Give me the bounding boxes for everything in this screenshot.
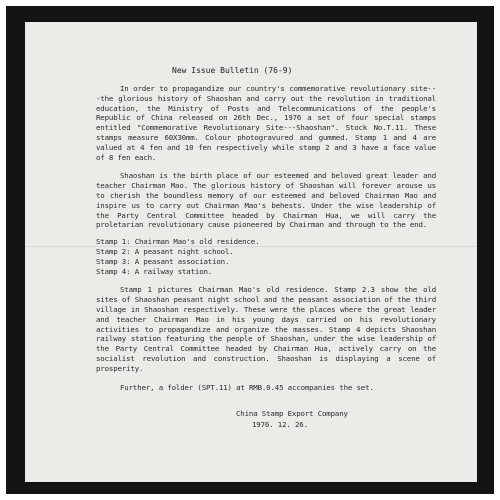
- signature-date: 1976. 12. 26.: [252, 420, 308, 429]
- signature-company: China Stamp Export Company: [236, 409, 348, 418]
- paragraph-folder: Further, a folder (SPT.11) at RMB.0.45 accompanies the set.: [120, 382, 374, 392]
- paragraph-shaoshan: Shaoshan is the birth place of our esteemed and beloved great leader and teacher Chairman Mao. The glorious history of Shaoshan will forever arouse us to cherish the boundless memory of our esteemed and beloved Chairman Mao and inspire us to carry out Chairman Mao's behests. Under the wise leadership of the Party Central Committee headed by Chairman Hua, we will carry the proletarian revolutionary cause pioneered by Chairman and through to the end.: [96, 171, 436, 230]
- stamp-list-item: Stamp 1: Chairman Mao's old residence.: [96, 237, 260, 247]
- stamp-list-item: Stamp 2: A peasant night school.: [96, 246, 234, 256]
- stamp-list: [96, 237, 436, 276]
- paragraph-stamp-descriptions: Stamp 1 pictures Chairman Mao's old residence. Stamp 2.3 show the old sites of Shaoshan peasant night school and the peasant association of the third village in Shaoshan respectively. These were the places where the great leader and teacher Chairman Mao in his young days carried on his revolutionary activities to propagandize and organize the masses. Stamp 4 depicts Shaoshan railway station featuring the people of Shaoshan, under the wise leadership of the Party Central Committee headed by Chairman Hua, actively carry on the socialist revolution and construction. Shaoshan is displaying a scene of prosperity.: [96, 285, 436, 373]
- paragraph-intro: In order to propagandize our country's commemorative revolutionary site---the glorious history of Shaoshan and carry out the revolution in traditional education, the Ministry of Posts and Telecommunications of the people's Republic of China released on 26th Dec., 1976 a set of four special stamps entitled "Commemorative Revolutionary Site---Shaoshan". Stock No.T.11. These stamps measure 60X30mm. Colour photogravured and gummed. Stamp 1 and 4 are valued at 4 fen and 10 fen respectively while stamp 2 and 3 have a face value of 8 fen each.: [96, 84, 436, 162]
- document-body: [96, 84, 436, 392]
- stamp-list-item: Stamp 3: A peasant association.: [96, 256, 230, 266]
- stamp-list-item: Stamp 4: A railway station.: [96, 266, 213, 276]
- signature-block: [236, 408, 348, 430]
- document-title: New Issue Bulletin (76-9): [172, 66, 293, 75]
